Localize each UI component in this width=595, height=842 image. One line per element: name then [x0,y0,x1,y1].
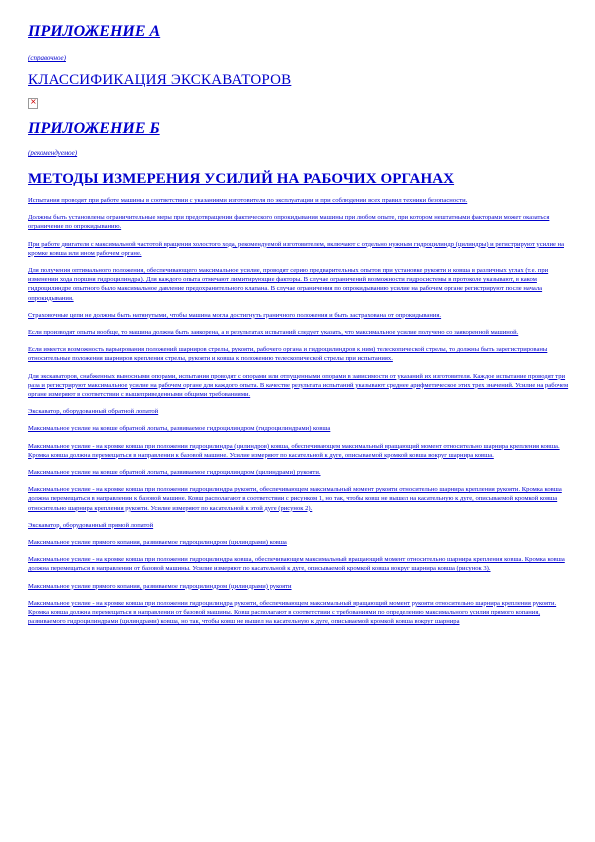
paragraph[interactable] [28,266,573,303]
paragraph-link[interactable]: Максимальное усилие - на кромке ковша при положении гидроцилиндра ковша, обеспечивающем максимальный вращающий момент относительно шарнира крепления ковша. Кромка ковша должна перемещаться в направлении от базовой машины. Усилие измеряют по касательной к дуге, описываемой кромкой ковша вокруг шарнира ковша (рисунок 3). [28,556,565,573]
paragraph[interactable] [28,345,573,363]
subheading-link[interactable]: Экскаватор, оборудованный прямой лопатой [28,521,154,529]
methods-heading-link[interactable]: МЕТОДЫ ИЗМЕРЕНИЯ УСИЛИЙ НА РАБОЧИХ ОРГАНАХ [28,171,455,187]
paragraph[interactable] [28,311,573,320]
subheading-link[interactable]: Экскаватор, оборудованный обратной лопатой [28,408,159,416]
paragraph-link[interactable]: Для получения оптимального положения, обеспечивающего максимальное усилие, проводят серию предварительных опытов при установке рукояти и ковша в различных углах (т.е. при изменении хода поршня гидроцилиндра). Для каждого опыта отмечают лимитирующие факторы. В случае ограничений возможности гидросистемы в протоколе указывают, в каком гидроцилиндре опытного было максимальное давление предохранительного клапана. В случае ограничения по опрокидыванию усилие на рабочем органе регистрируют после начала опрокидывания. [28,267,549,302]
methods-heading[interactable] [28,170,573,188]
subheading[interactable] [28,407,573,416]
classification-heading[interactable] [28,71,573,90]
paragraph-link[interactable]: Испытания проводят при работе машины в соответствии с указаниями изготовителя по эксплуатации и при соблюдении всех правил техники безопасности. [28,197,468,204]
broken-image-icon: × [28,98,38,109]
subheading[interactable] [28,424,573,433]
paragraph[interactable] [28,196,573,205]
subheading-link[interactable]: Максимальное усилие на ковше обратной лопаты, развиваемое гидроцилиндром (гидроцилиндрами) ковша [28,425,331,433]
appendix-a-note-link[interactable]: (справочное) [28,54,66,62]
paragraph-link[interactable]: Максимальное усилие - на кромке ковша при положении гидроцилиндра рукояти, обеспечивающем максимальный вращающий момент рукояти относительно шарнира крепления рукояти. Кромка ковша должна перемещаться в направлении от базовой машины. Ковш располагают в соответствии с требованиями по определению максимального усилия прямого копания, развиваемого гидроцилиндрами (цилиндрами) ковша, но так, чтобы ковш не вышел на касательную к дуге, описываемой кромкой ковша вокруг шарнира [28,599,557,626]
appendix-a-title-link[interactable]: ПРИЛОЖЕНИЕ А [28,23,161,40]
classification-heading-link[interactable]: КЛАССИФИКАЦИЯ ЭКСКАВАТОРОВ [28,72,292,88]
appendix-a-note[interactable] [28,54,573,63]
paragraph[interactable] [28,213,573,231]
subheading-link[interactable]: Максимальное усилие прямого копания, развиваемое гидроцилиндром (цилиндрами) ковша [28,539,287,547]
subheading-link[interactable]: Максимальное усилие на ковше обратной лопаты, развиваемое гидроцилиндром (цилиндрами) рукояти. [28,469,321,477]
appendix-a-title[interactable] [28,22,573,42]
paragraph[interactable] [28,485,573,513]
subheading[interactable] [28,582,573,591]
paragraph-link[interactable]: Страховочные цепи не должны быть натянутыми, чтобы машина могла достигнуть граничного положения и быть застрахована от опрокидывания. [28,311,442,319]
document-page [28,18,573,627]
paragraph-link[interactable]: Максимальное усилие - на кромке ковша при положении гидроцилиндра (цилиндров) ковша, обеспечивающем максимальный вращающий момент относительно шарнира крепления ковша. Кромка ковша должна перемещаться в направлении к базовой машине. Усилие измеряют по касательной к дуге, описываемой кромкой ковша вокруг шарнира ковша. [28,442,560,459]
appendix-b-note[interactable] [28,149,573,158]
paragraph[interactable] [28,442,573,460]
paragraph[interactable] [28,240,573,258]
subheading-link[interactable]: Максимальное усилие прямого копания, развиваемое гидроцилиндром (цилиндрами) рукояти [28,582,292,590]
paragraph-link[interactable]: Если имеется возможность варьирования положений шарниров стрелы, рукояти, рабочего органа и гидроцилиндров к ним) телескопической стрелы, то должны быть зарегистрированы относительные положения шарниров крепления стрелы, рукояти и ковша к положению телескопической стрелы при испытаниях. [28,346,548,363]
paragraph[interactable] [28,599,573,627]
paragraph[interactable] [28,328,573,337]
subheading[interactable] [28,538,573,547]
appendix-b-title[interactable] [28,119,573,139]
paragraph-link[interactable]: Должны быть установлены ограничительные меры при предотвращении фактического опрокидывания машины при любом опыте, при котором нештатными факторами может оказаться ограничение по опрокидыванию. [28,214,550,231]
paragraph-link[interactable]: При работе двигателя с максимальной частотой вращения холостого хода, рекомендуемой изготовителем, включают с отдельно нужным гидроцилиндр (цилиндры) и регистрируют усилие на кромке ковша или ином рабочем органе. [28,240,564,257]
paragraph-list [28,196,573,627]
paragraph[interactable] [28,555,573,573]
appendix-b-note-link[interactable]: (рекомендуемое) [28,149,78,157]
paragraph-link[interactable]: Для экскаваторов, снабженных выносными опорами, испытания проводят с опорами или отпущенными опорами в зависимости от указаний их изготовителя. Каждое испытание проводят три раза и регистрируют максимальное усилие на рабочем органе для каждого опыта. В качестве результата испытаний указывают среднее арифметическое этих трех значений. Усилие на рабочем органе измеряют в соответствии с вышеприведенными общими требованиями. [28,372,569,399]
subheading[interactable] [28,521,573,530]
paragraph-link[interactable]: Если производят опыты вообще, то машина должна быть заякорена, а в результатах испытаний следует указать, что максимальное усилие получено со заякоренной машиной. [28,329,519,337]
subheading[interactable] [28,468,573,477]
appendix-b-title-link[interactable]: ПРИЛОЖЕНИЕ Б [28,120,160,137]
paragraph-link[interactable]: Максимальное усилие - на кромке ковша при положении гидроцилиндра рукояти, обеспечивающем максимальный момент рукояти относительно шарнира крепления рукояти. Кромка ковша должна перемещаться в направлении к базовой машине. Ковш располагают в соответствии с рисунком 1, но так, чтобы ковш не вышел на касательную к дуге, описываемой кромкой ковша относительно шарнира крепления рукояти. Усилие измеряют по касательной к этой дуге (рисунок 2). [28,486,562,512]
paragraph[interactable] [28,372,573,400]
